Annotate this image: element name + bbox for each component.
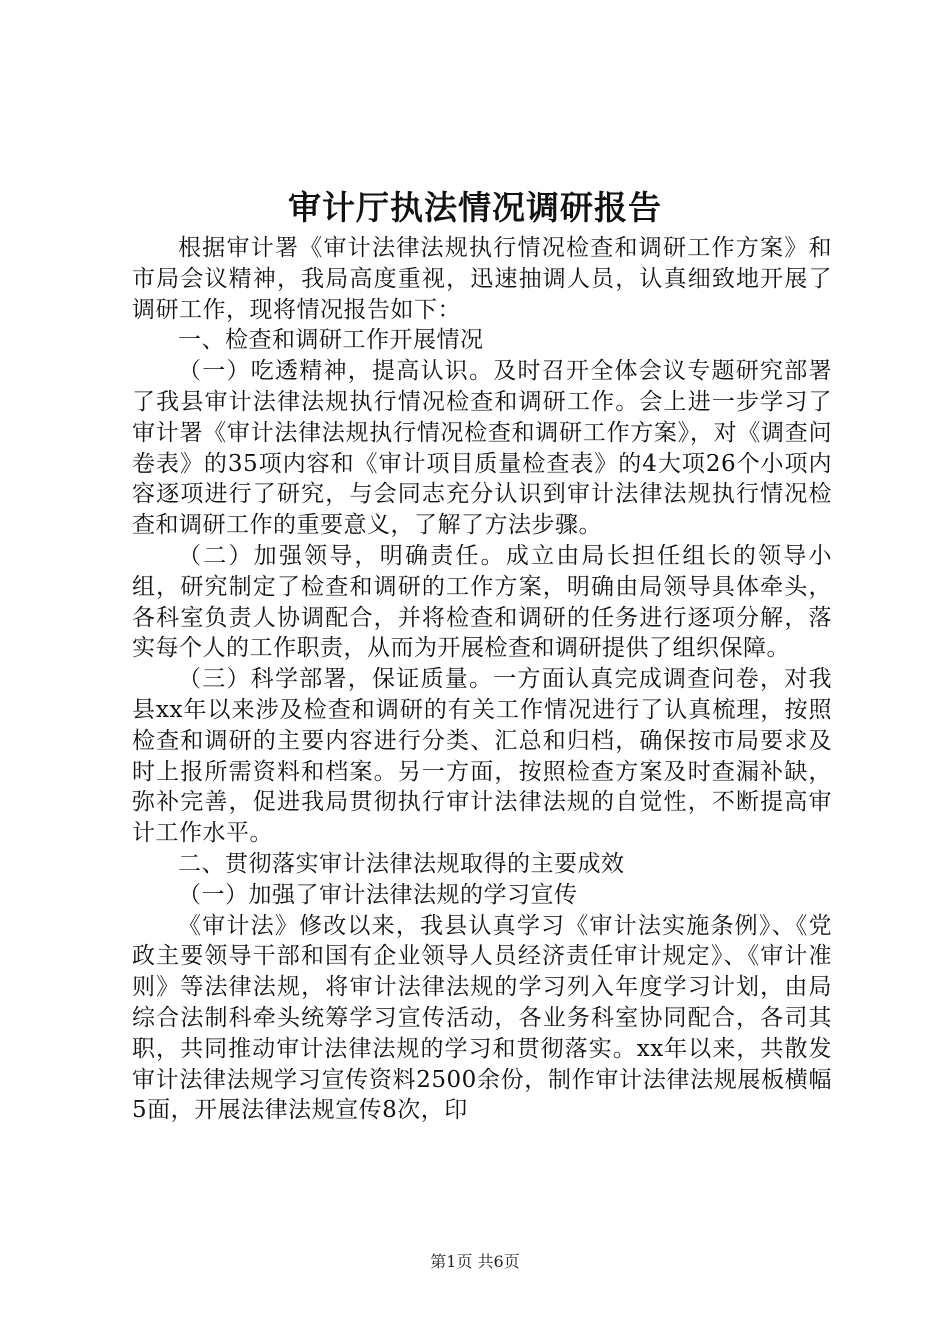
document-body <box>132 233 832 1126</box>
section-heading-1: 一、检查和调研工作开展情况 <box>178 327 484 354</box>
subsection-heading-2-1: （一）加强了审计法律法规的学习宣传 <box>178 881 578 908</box>
paragraph-1-1: （一）吃透精神，提高认识。及时召开全体会议专题研究部署了我县审计法律法规执行情况检查和调研工作。会上进一步学习了审计署《审计法律法规执行情况检查和调研工作方案》，对《调查问卷表》的35项内容和《审计项目质量检查表》的4大项26个小项内容逐项进行了研究，与会同志充分认识到审计法律法规执行情况检查和调研工作的重要意义，了解了方法步骤。 <box>132 358 832 539</box>
paragraph-1-3: （三）科学部署，保证质量。一方面认真完成调查问卷，对我县xx年以来涉及检查和调研的有关工作情况进行了认真梳理，按照检查和调研的主要内容进行分类、汇总和归档，确保按市局要求及时上报所需资料和档案。另一方面，按照检查方案及时查漏补缺，弥补完善，促进我局贯彻执行审计法律法规的自觉性，不断提高审计工作水平。 <box>132 666 832 847</box>
paragraph-2-1: 《审计法》修改以来，我县认真学习《审计法实施条例》、《党政主要领导干部和国有企业领导人员经济责任审计规定》、《审计准则》等法律法规，将审计法律法规的学习列入年度学习计划，由局综合法制科牵头统筹学习宣传活动，各业务科室协同配合，各司其职，共同推动审计法律法规的学习和贯彻落实。xx年以来，共散发审计法律法规学习宣传资料2500余份，制作审计法律法规展板横幅5面，开展法律法规宣传8次，印 <box>132 912 832 1124</box>
intro-paragraph: 根据审计署《审计法律法规执行情况检查和调研工作方案》和市局会议精神，我局高度重视，迅速抽调人员，认真细致地开展了调研工作，现将情况报告如下： <box>132 235 832 323</box>
section-heading-2: 二、贯彻落实审计法律法规取得的主要成效 <box>178 850 625 877</box>
page-footer: 第1页 共6页 <box>430 1252 520 1271</box>
paragraph-1-2: （二）加强领导，明确责任。成立由局长担任组长的领导小组，研究制定了检查和调研的工作方案，明确由局领导具体牵头，各科室负责人协调配合，并将检查和调研的任务进行逐项分解，落实每个人的工作职责，从而为开展检查和调研提供了组织保障。 <box>132 542 832 662</box>
document-title: 审计厅执法情况调研报告 <box>288 188 662 227</box>
